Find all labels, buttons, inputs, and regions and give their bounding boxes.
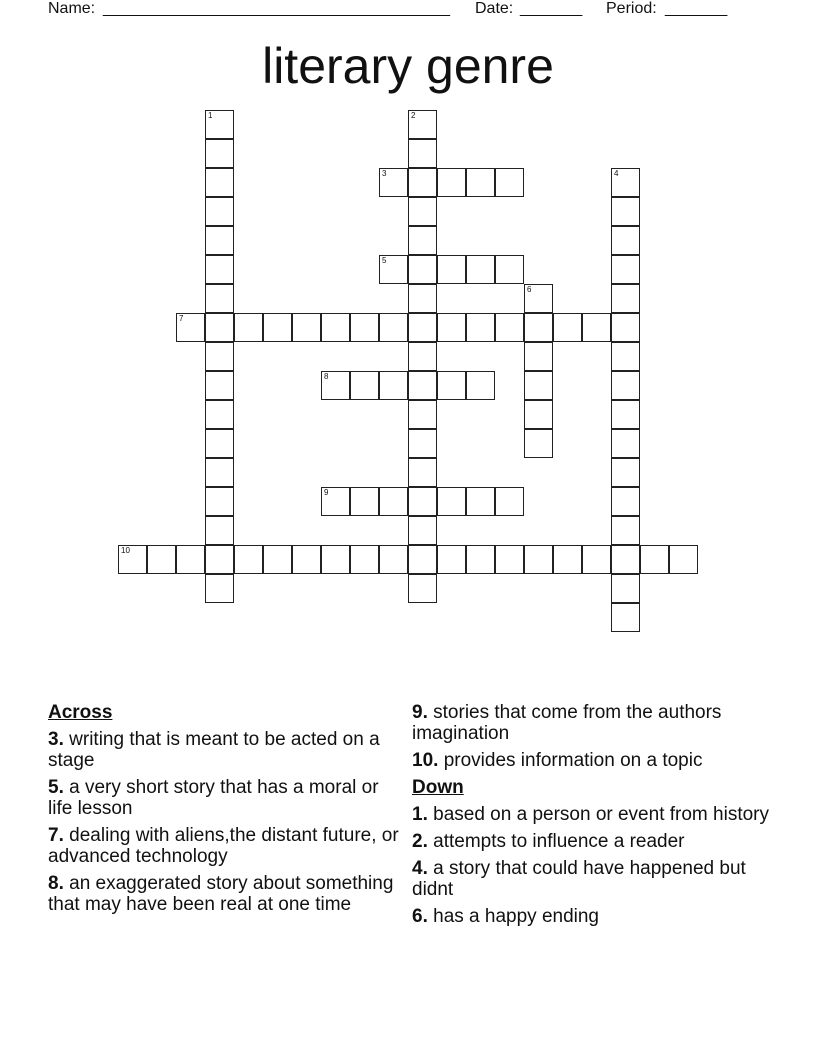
grid-cell[interactable]	[379, 313, 408, 342]
grid-cell[interactable]	[495, 168, 524, 197]
grid-cell[interactable]	[611, 603, 640, 632]
grid-cell[interactable]	[408, 400, 437, 429]
grid-cell[interactable]	[176, 313, 205, 342]
grid-cell[interactable]	[611, 255, 640, 284]
grid-cell[interactable]	[611, 313, 640, 342]
grid-cell[interactable]	[611, 458, 640, 487]
grid-cell[interactable]	[205, 342, 234, 371]
grid-cell[interactable]	[437, 545, 466, 574]
grid-cell[interactable]	[350, 545, 379, 574]
grid-cell[interactable]	[408, 139, 437, 168]
grid-cell[interactable]	[408, 458, 437, 487]
grid-cell[interactable]	[611, 429, 640, 458]
clue-number: 6	[527, 285, 532, 294]
grid-cell[interactable]	[437, 255, 466, 284]
grid-cell[interactable]	[321, 313, 350, 342]
grid-cell[interactable]	[408, 342, 437, 371]
grid-cell[interactable]	[263, 313, 292, 342]
grid-cell[interactable]	[611, 487, 640, 516]
across-heading: Across	[48, 702, 113, 723]
date-label: Date:	[475, 0, 514, 17]
grid-cell[interactable]	[205, 574, 234, 603]
clue-across-5: 5. a very short story that has a moral or life lesson	[48, 777, 379, 819]
grid-cell[interactable]	[611, 574, 640, 603]
grid-cell[interactable]	[611, 342, 640, 371]
grid-cell[interactable]	[205, 371, 234, 400]
grid-cell[interactable]	[234, 313, 263, 342]
grid-cell[interactable]	[553, 313, 582, 342]
grid-cell[interactable]	[524, 284, 553, 313]
grid-cell[interactable]	[408, 545, 437, 574]
grid-cell[interactable]	[408, 284, 437, 313]
clues-column-right	[412, 700, 772, 933]
grid-cell[interactable]	[147, 545, 176, 574]
clue-down-2: 2. attempts to influence a reader	[412, 831, 685, 852]
grid-cell[interactable]	[379, 487, 408, 516]
clue-down-6: 6. has a happy ending	[412, 906, 600, 927]
clue-number: 5	[382, 256, 387, 265]
grid-cell[interactable]	[205, 226, 234, 255]
clue-number: 8	[324, 372, 329, 381]
clue-number: 2	[411, 111, 416, 120]
clue-number: 4	[614, 169, 619, 178]
grid-cell[interactable]	[437, 313, 466, 342]
grid-cell[interactable]	[408, 516, 437, 545]
grid-cell[interactable]	[524, 545, 553, 574]
grid-cell[interactable]	[321, 545, 350, 574]
grid-cell[interactable]	[292, 313, 321, 342]
grid-cell[interactable]	[524, 371, 553, 400]
clue-down-4: 4. a story that could have happened but didnt	[412, 858, 746, 900]
grid-cell[interactable]	[466, 371, 495, 400]
grid-cell[interactable]	[408, 110, 437, 139]
clue-across-3: 3. writing that is meant to be acted on a stage	[48, 729, 380, 771]
grid-cell[interactable]	[379, 545, 408, 574]
grid-cell[interactable]	[524, 313, 553, 342]
grid-cell[interactable]	[495, 487, 524, 516]
grid-cell[interactable]	[205, 487, 234, 516]
grid-cell[interactable]	[640, 545, 669, 574]
grid-cell[interactable]	[611, 516, 640, 545]
grid-cell[interactable]	[205, 197, 234, 226]
grid-cell[interactable]	[176, 545, 205, 574]
grid-cell[interactable]	[408, 313, 437, 342]
grid-cell[interactable]	[234, 545, 263, 574]
period-label: Period:	[606, 0, 657, 17]
clue-across-9: 9. stories that come from the authors imagination	[412, 702, 722, 744]
grid-cell[interactable]	[495, 545, 524, 574]
grid-cell[interactable]	[611, 168, 640, 197]
grid-cell[interactable]	[292, 545, 321, 574]
grid-cell[interactable]	[321, 371, 350, 400]
grid-cell[interactable]	[379, 255, 408, 284]
grid-cell[interactable]	[350, 313, 379, 342]
grid-cell[interactable]	[205, 313, 234, 342]
grid-cell[interactable]	[263, 545, 292, 574]
grid-cell[interactable]	[437, 371, 466, 400]
grid-cell[interactable]	[437, 487, 466, 516]
grid-cell[interactable]	[553, 545, 582, 574]
grid-cell[interactable]	[205, 400, 234, 429]
grid-cell[interactable]	[408, 255, 437, 284]
period-field[interactable]: _______	[665, 0, 728, 17]
grid-cell[interactable]	[321, 487, 350, 516]
clue-number: 10	[121, 546, 130, 555]
clue-number: 3	[382, 169, 387, 178]
name-label: Name:	[48, 0, 96, 17]
grid-cell[interactable]	[350, 371, 379, 400]
grid-cell[interactable]	[408, 574, 437, 603]
grid-cell[interactable]	[205, 139, 234, 168]
grid-cell[interactable]	[611, 226, 640, 255]
grid-cell[interactable]	[118, 545, 147, 574]
grid-cell[interactable]	[466, 313, 495, 342]
grid-cell[interactable]	[205, 545, 234, 574]
grid-cell[interactable]	[408, 168, 437, 197]
grid-cell[interactable]	[408, 371, 437, 400]
clue-across-10: 10. provides information on a topic	[412, 750, 703, 771]
grid-cell[interactable]	[524, 342, 553, 371]
grid-cell[interactable]	[205, 284, 234, 313]
grid-cell[interactable]	[408, 429, 437, 458]
grid-cell[interactable]	[408, 487, 437, 516]
grid-cell[interactable]	[611, 284, 640, 313]
grid-cell[interactable]	[379, 371, 408, 400]
clue-across-8: 8. an exaggerated story about something that may have been real at one time	[48, 873, 394, 915]
grid-cell[interactable]	[205, 168, 234, 197]
grid-cell[interactable]	[466, 545, 495, 574]
grid-cell[interactable]	[205, 429, 234, 458]
clue-number: 1	[208, 111, 213, 120]
clue-number: 9	[324, 488, 329, 497]
grid-cell[interactable]	[611, 545, 640, 574]
clue-number: 7	[179, 314, 184, 323]
grid-cell[interactable]	[611, 400, 640, 429]
grid-cell[interactable]	[524, 429, 553, 458]
grid-cell[interactable]	[408, 226, 437, 255]
grid-cell[interactable]	[350, 487, 379, 516]
grid-cell[interactable]	[466, 487, 495, 516]
grid-cell[interactable]	[205, 255, 234, 284]
grid-cell[interactable]	[495, 255, 524, 284]
grid-cell[interactable]	[669, 545, 698, 574]
grid-cell[interactable]	[205, 458, 234, 487]
name-field[interactable]: _______________________________________	[103, 0, 451, 17]
grid-cell[interactable]	[205, 110, 234, 139]
down-heading: Down	[412, 777, 464, 798]
grid-cell[interactable]	[524, 400, 553, 429]
grid-cell[interactable]	[582, 313, 611, 342]
grid-cell[interactable]	[437, 168, 466, 197]
date-field[interactable]: _______	[520, 0, 583, 17]
grid-cell[interactable]	[205, 516, 234, 545]
grid-cell[interactable]	[466, 255, 495, 284]
page-title: literary genre	[262, 38, 554, 94]
grid-cell[interactable]	[379, 168, 408, 197]
grid-cell[interactable]	[495, 313, 524, 342]
clue-down-1: 1. based on a person or event from history	[412, 804, 769, 825]
clues-column-left	[48, 700, 408, 921]
grid-cell[interactable]	[611, 197, 640, 226]
grid-cell[interactable]	[408, 197, 437, 226]
grid-cell[interactable]	[582, 545, 611, 574]
clue-across-7: 7. dealing with aliens,the distant future, or advanced technology	[48, 825, 399, 867]
grid-cell[interactable]	[611, 371, 640, 400]
grid-cell[interactable]	[466, 168, 495, 197]
